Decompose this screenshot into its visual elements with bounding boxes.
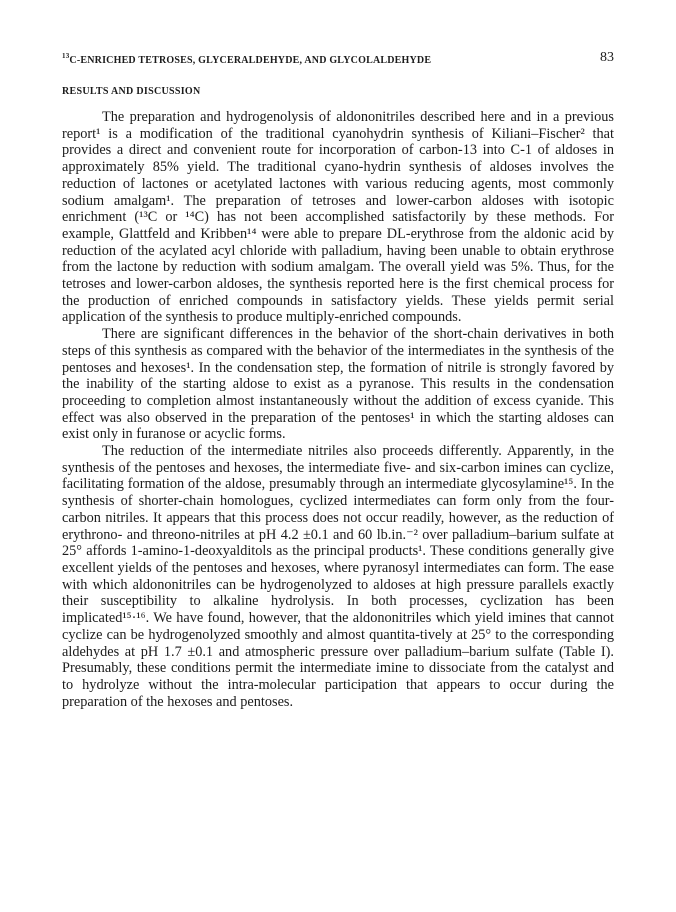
paragraph-3: The reduction of the intermediate nitriles also proceeds differently. Apparently, in the synthesis of the pentoses and hexoses, the intermediate five- and six-carbon imines can cyclize, facilitating formation of the aldose, presumably through an intermediate glycosylamine¹⁵. In the synthesis of shorter-chain homologues, cyclized intermediates can form only from the four-carbon nitriles. It appears that this process does not occur readily, however, as the reduction of erythrono- and threono-nitriles at pH 4.2 ±0.1 and 60 lb.in.⁻² over palladium–barium sulfate at 25° affords 1-amino-1-deoxyalditols as the principal products¹. These conditions generally give excellent yields of the pentoses and hexoses, where pyranosyl intermediates can form. The ease with which aldononitriles can be hydrogenolyzed to aldoses at high pressure parallels exactly their susceptibility to alkaline hydrolysis. In both processes, cyclization has been implicated¹⁵·¹⁶. We have found, however, that the aldononitriles which yield imines that cannot cyclize can be hydrogenolyzed smoothly and almost quantita-tively at 25° to the corresponding aldehydes at pH 1.7 ±0.1 and atmospheric pressure over palladium–barium sulfate (Table I). Presumably, these conditions permit the intermediate imine to dissociate from the catalyst and to hydrolyze without the intra-molecular participation that appears to occur during the preparation of the hexoses and pentoses. [62, 443, 614, 710]
running-head-text: C-ENRICHED TETROSES, GLYCERALDEHYDE, AND GLYCOLALDEHYDE [69, 55, 432, 66]
page-header [62, 48, 614, 70]
page-number: 83 [600, 50, 614, 65]
section-heading: RESULTS AND DISCUSSION [62, 86, 201, 97]
running-head [62, 52, 431, 66]
body-text [62, 109, 614, 710]
paragraph-2: There are significant differences in the behavior of the short-chain derivatives in both steps of this synthesis as compared with the behavior of the intermediates in the synthesis of the pentoses and hexoses¹. In the condensation step, the formation of nitrile is strongly favored by the inability of the starting aldose to exist as a pyranose. This results in the condensation proceeding to completion almost instantaneously without the addition of excess cyanide. This effect was also observed in the preparation of the pentoses¹ in which the starting aldoses can exist only in furanose or acyclic forms. [62, 326, 614, 443]
running-head-superscript: 13 [62, 52, 70, 60]
paragraph-1: The preparation and hydrogenolysis of aldononitriles described here and in a previous report¹ is a modification of the traditional cyanohydrin synthesis of Kiliani–Fischer² that provides a direct and convenient route for incorporation of carbon-13 into C-1 of aldoses in approximately 85% yield. The traditional cyano-hydrin synthesis of aldoses involves the reduction of lactones or acetylated lactones with various reducing agents, most commonly sodium amalgam¹. The preparation of tetroses and lower-carbon aldoses with isotopic enrichment (¹³C or ¹⁴C) has not been accomplished satisfactorily by these methods. For example, Glattfeld and Kribben¹⁴ were able to prepare DL-erythrose from the aldonic acid by reduction of the acylated acyl chloride with palladium, having been unable to obtain erythrose from the lactone by reduction with sodium amalgam. The overall yield was 5%. Thus, for the tetroses and lower-carbon aldoses, the synthesis reported here is the first chemical process for the production of enriched compounds in satisfactory yields. These yields permit serial application of the synthesis to produce multiply-enriched compounds. [62, 109, 614, 326]
journal-page [62, 48, 614, 710]
